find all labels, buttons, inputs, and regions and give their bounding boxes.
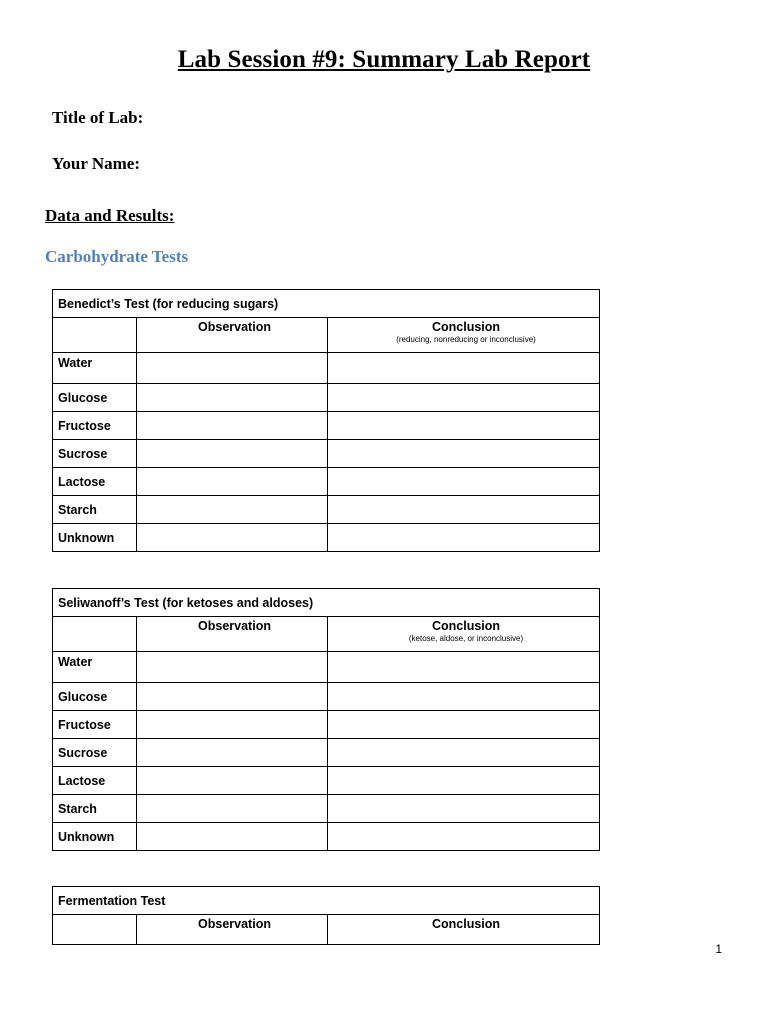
- row-label: Water: [53, 353, 137, 384]
- fermentation-empty-header-cell: [53, 915, 137, 945]
- observation-cell[interactable]: [137, 823, 328, 851]
- row-label: Sucrose: [53, 440, 137, 468]
- observation-cell[interactable]: [137, 767, 328, 795]
- row-label: Fructose: [53, 412, 137, 440]
- observation-cell[interactable]: [137, 496, 328, 524]
- seliwanoff-observation-header: Observation: [137, 617, 328, 652]
- seliwanoff-conclusion-label: Conclusion: [431, 619, 501, 633]
- table-row: [53, 384, 600, 412]
- carbohydrate-tests-heading: Carbohydrate Tests: [45, 247, 189, 266]
- fermentation-test-table: [52, 886, 600, 945]
- seliwanoff-table-title: Seliwanoff’s Test (for ketoses and aldoses): [53, 589, 600, 617]
- conclusion-cell[interactable]: [328, 823, 600, 851]
- row-label: Unknown: [53, 524, 137, 552]
- row-label: Glucose: [53, 683, 137, 711]
- fermentation-conclusion-header: Conclusion: [328, 915, 600, 945]
- conclusion-cell[interactable]: [328, 353, 600, 384]
- table-row: [53, 468, 600, 496]
- row-label: Starch: [53, 795, 137, 823]
- row-label: Fructose: [53, 711, 137, 739]
- fermentation-table-title: Fermentation Test: [53, 887, 600, 915]
- conclusion-cell[interactable]: [328, 412, 600, 440]
- page-title: Lab Session #9: Summary Lab Report: [177, 46, 591, 73]
- observation-cell[interactable]: [137, 683, 328, 711]
- benedict-table-title: Benedict’s Test (for reducing sugars): [53, 290, 600, 318]
- observation-cell[interactable]: [137, 524, 328, 552]
- row-label: Lactose: [53, 468, 137, 496]
- conclusion-cell[interactable]: [328, 440, 600, 468]
- table-row: [53, 524, 600, 552]
- table-row: [53, 412, 600, 440]
- table-row: [53, 440, 600, 468]
- benedict-conclusion-label: Conclusion: [431, 320, 501, 334]
- benedict-conclusion-note: (reducing, nonreducing or inconclusive): [396, 335, 536, 344]
- row-label: Starch: [53, 496, 137, 524]
- conclusion-cell[interactable]: [328, 767, 600, 795]
- benedict-observation-header: Observation: [137, 318, 328, 353]
- benedict-conclusion-header: [328, 318, 600, 353]
- table-row: [53, 795, 600, 823]
- table-row: [53, 823, 600, 851]
- table-row: [53, 767, 600, 795]
- conclusion-cell[interactable]: [328, 652, 600, 683]
- conclusion-cell[interactable]: [328, 795, 600, 823]
- conclusion-cell[interactable]: [328, 524, 600, 552]
- row-label: Sucrose: [53, 739, 137, 767]
- conclusion-cell[interactable]: [328, 496, 600, 524]
- conclusion-cell[interactable]: [328, 468, 600, 496]
- table-row: [53, 739, 600, 767]
- table-row: [53, 652, 600, 683]
- benedict-empty-header-cell: [53, 318, 137, 353]
- fermentation-observation-header: Observation: [137, 915, 328, 945]
- conclusion-cell[interactable]: [328, 683, 600, 711]
- row-label: Glucose: [53, 384, 137, 412]
- observation-cell[interactable]: [137, 739, 328, 767]
- observation-cell[interactable]: [137, 652, 328, 683]
- conclusion-cell[interactable]: [328, 711, 600, 739]
- title-of-lab-label: Title of Lab:: [52, 108, 144, 127]
- observation-cell[interactable]: [137, 440, 328, 468]
- benedict-test-table: [52, 289, 600, 552]
- observation-cell[interactable]: [137, 384, 328, 412]
- observation-cell[interactable]: [137, 412, 328, 440]
- seliwanoff-empty-header-cell: [53, 617, 137, 652]
- data-and-results-heading: Data and Results:: [45, 206, 175, 225]
- row-label: Water: [53, 652, 137, 683]
- observation-cell[interactable]: [137, 468, 328, 496]
- table-row: [53, 496, 600, 524]
- observation-cell[interactable]: [137, 795, 328, 823]
- conclusion-cell[interactable]: [328, 739, 600, 767]
- seliwanoff-test-table: [52, 588, 600, 851]
- seliwanoff-conclusion-header: [328, 617, 600, 652]
- your-name-label: Your Name:: [52, 154, 140, 173]
- page-number: 1: [715, 942, 722, 956]
- row-label: Lactose: [53, 767, 137, 795]
- row-label: Unknown: [53, 823, 137, 851]
- conclusion-cell[interactable]: [328, 384, 600, 412]
- seliwanoff-conclusion-note: (ketose, aldose, or inconclusive): [408, 634, 524, 643]
- observation-cell[interactable]: [137, 711, 328, 739]
- observation-cell[interactable]: [137, 353, 328, 384]
- table-row: [53, 353, 600, 384]
- table-row: [53, 683, 600, 711]
- table-row: [53, 711, 600, 739]
